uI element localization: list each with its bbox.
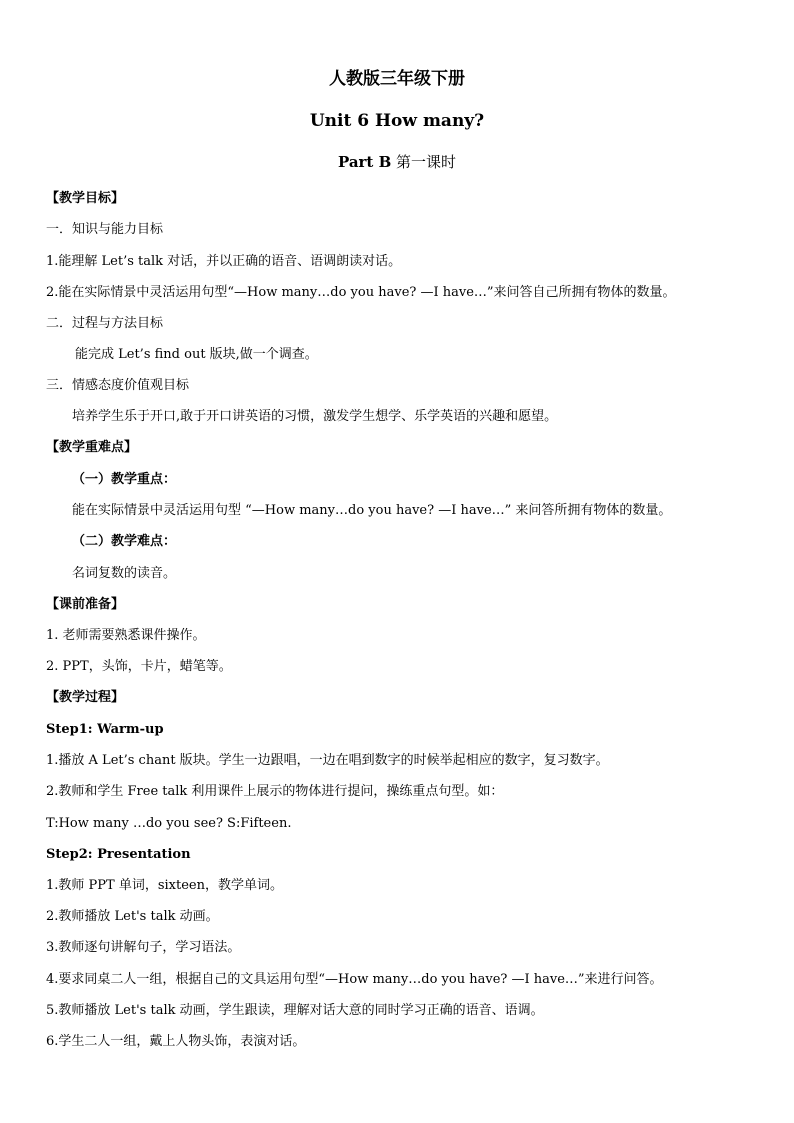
body-line: 1. 老师需要熟悉课件操作。	[46, 628, 206, 643]
body-line: 2. PPT，头饰，卡片，蜡笔等。	[46, 659, 232, 674]
body-line: 1.播放 A Let’s chant 版块。学生一边跟唱，一边在唱到数字的时候举起相应的数字，复习数字。	[46, 753, 609, 768]
body-line: 名词复数的读音。	[72, 566, 177, 581]
body-line: 能完成 Let’s find out 版块,做一个调查。	[75, 347, 318, 362]
body-line: 6.学生二人一组，戴上人物头饰，表演对话。	[46, 1034, 306, 1049]
body-line: 【课前准备】	[46, 597, 125, 612]
body-line: 培养学生乐于开口,敢于开口讲英语的习惯，激发学生想学、乐学英语的兴趣和愿望。	[72, 409, 558, 424]
body-line: Step2: Presentation	[46, 847, 191, 862]
body-line: 2.能在实际情景中灵活运用句型“—How many…do you have? —I have…”来问答自己所拥有物体的数量。	[46, 285, 676, 300]
body-line: 4.要求同桌二人一组，根据自己的文具运用句型“—How many…do you have? —I have…”来进行问答。	[46, 972, 663, 987]
body-line: Step1: Warm-up	[46, 722, 164, 737]
body-line: （二）教学难点：	[72, 534, 177, 549]
body-line: 5.教师播放 Let's talk 动画，学生跟读，理解对话大意的同时学习正确的语音、语调。	[46, 1003, 544, 1018]
body-line: 三．情感态度价值观目标	[46, 378, 190, 393]
body-line: 3.教师逐句讲解句子，学习语法。	[46, 940, 241, 955]
body-line: （一）教学重点：	[72, 472, 177, 487]
unit-title: Unit 6 How many?	[309, 111, 485, 131]
body-line: 一．知识与能力目标	[46, 222, 164, 237]
body-line: 1.能理解 Let’s talk 对话，并以正确的语音、语调朗读对话。	[46, 254, 402, 269]
lesson-label: 第一课时	[396, 153, 457, 171]
document-title: 人教版三年级下册	[329, 69, 465, 89]
body-line: 【教学目标】	[46, 191, 125, 206]
body-line: 【教学过程】	[46, 690, 125, 705]
lesson-subtitle	[0, 153, 794, 171]
body-line: 能在实际情景中灵活运用句型 “—How many…do you have? —I have…” 来问答所拥有物体的数量。	[72, 503, 672, 518]
body-line: 1.教师 PPT 单词，sixteen，教学单词。	[46, 878, 283, 893]
body-line: 二．过程与方法目标	[46, 316, 164, 331]
part-label: Part B	[337, 153, 392, 171]
body-line: 2.教师和学生 Free talk 利用课件上展示的物体进行提问，操练重点句型。如：	[46, 784, 504, 799]
body-line: 2.教师播放 Let's talk 动画。	[46, 909, 219, 924]
body-line: 【教学重难点】	[46, 440, 138, 455]
body-line: T:How many …do you see? S:Fifteen.	[46, 816, 292, 831]
